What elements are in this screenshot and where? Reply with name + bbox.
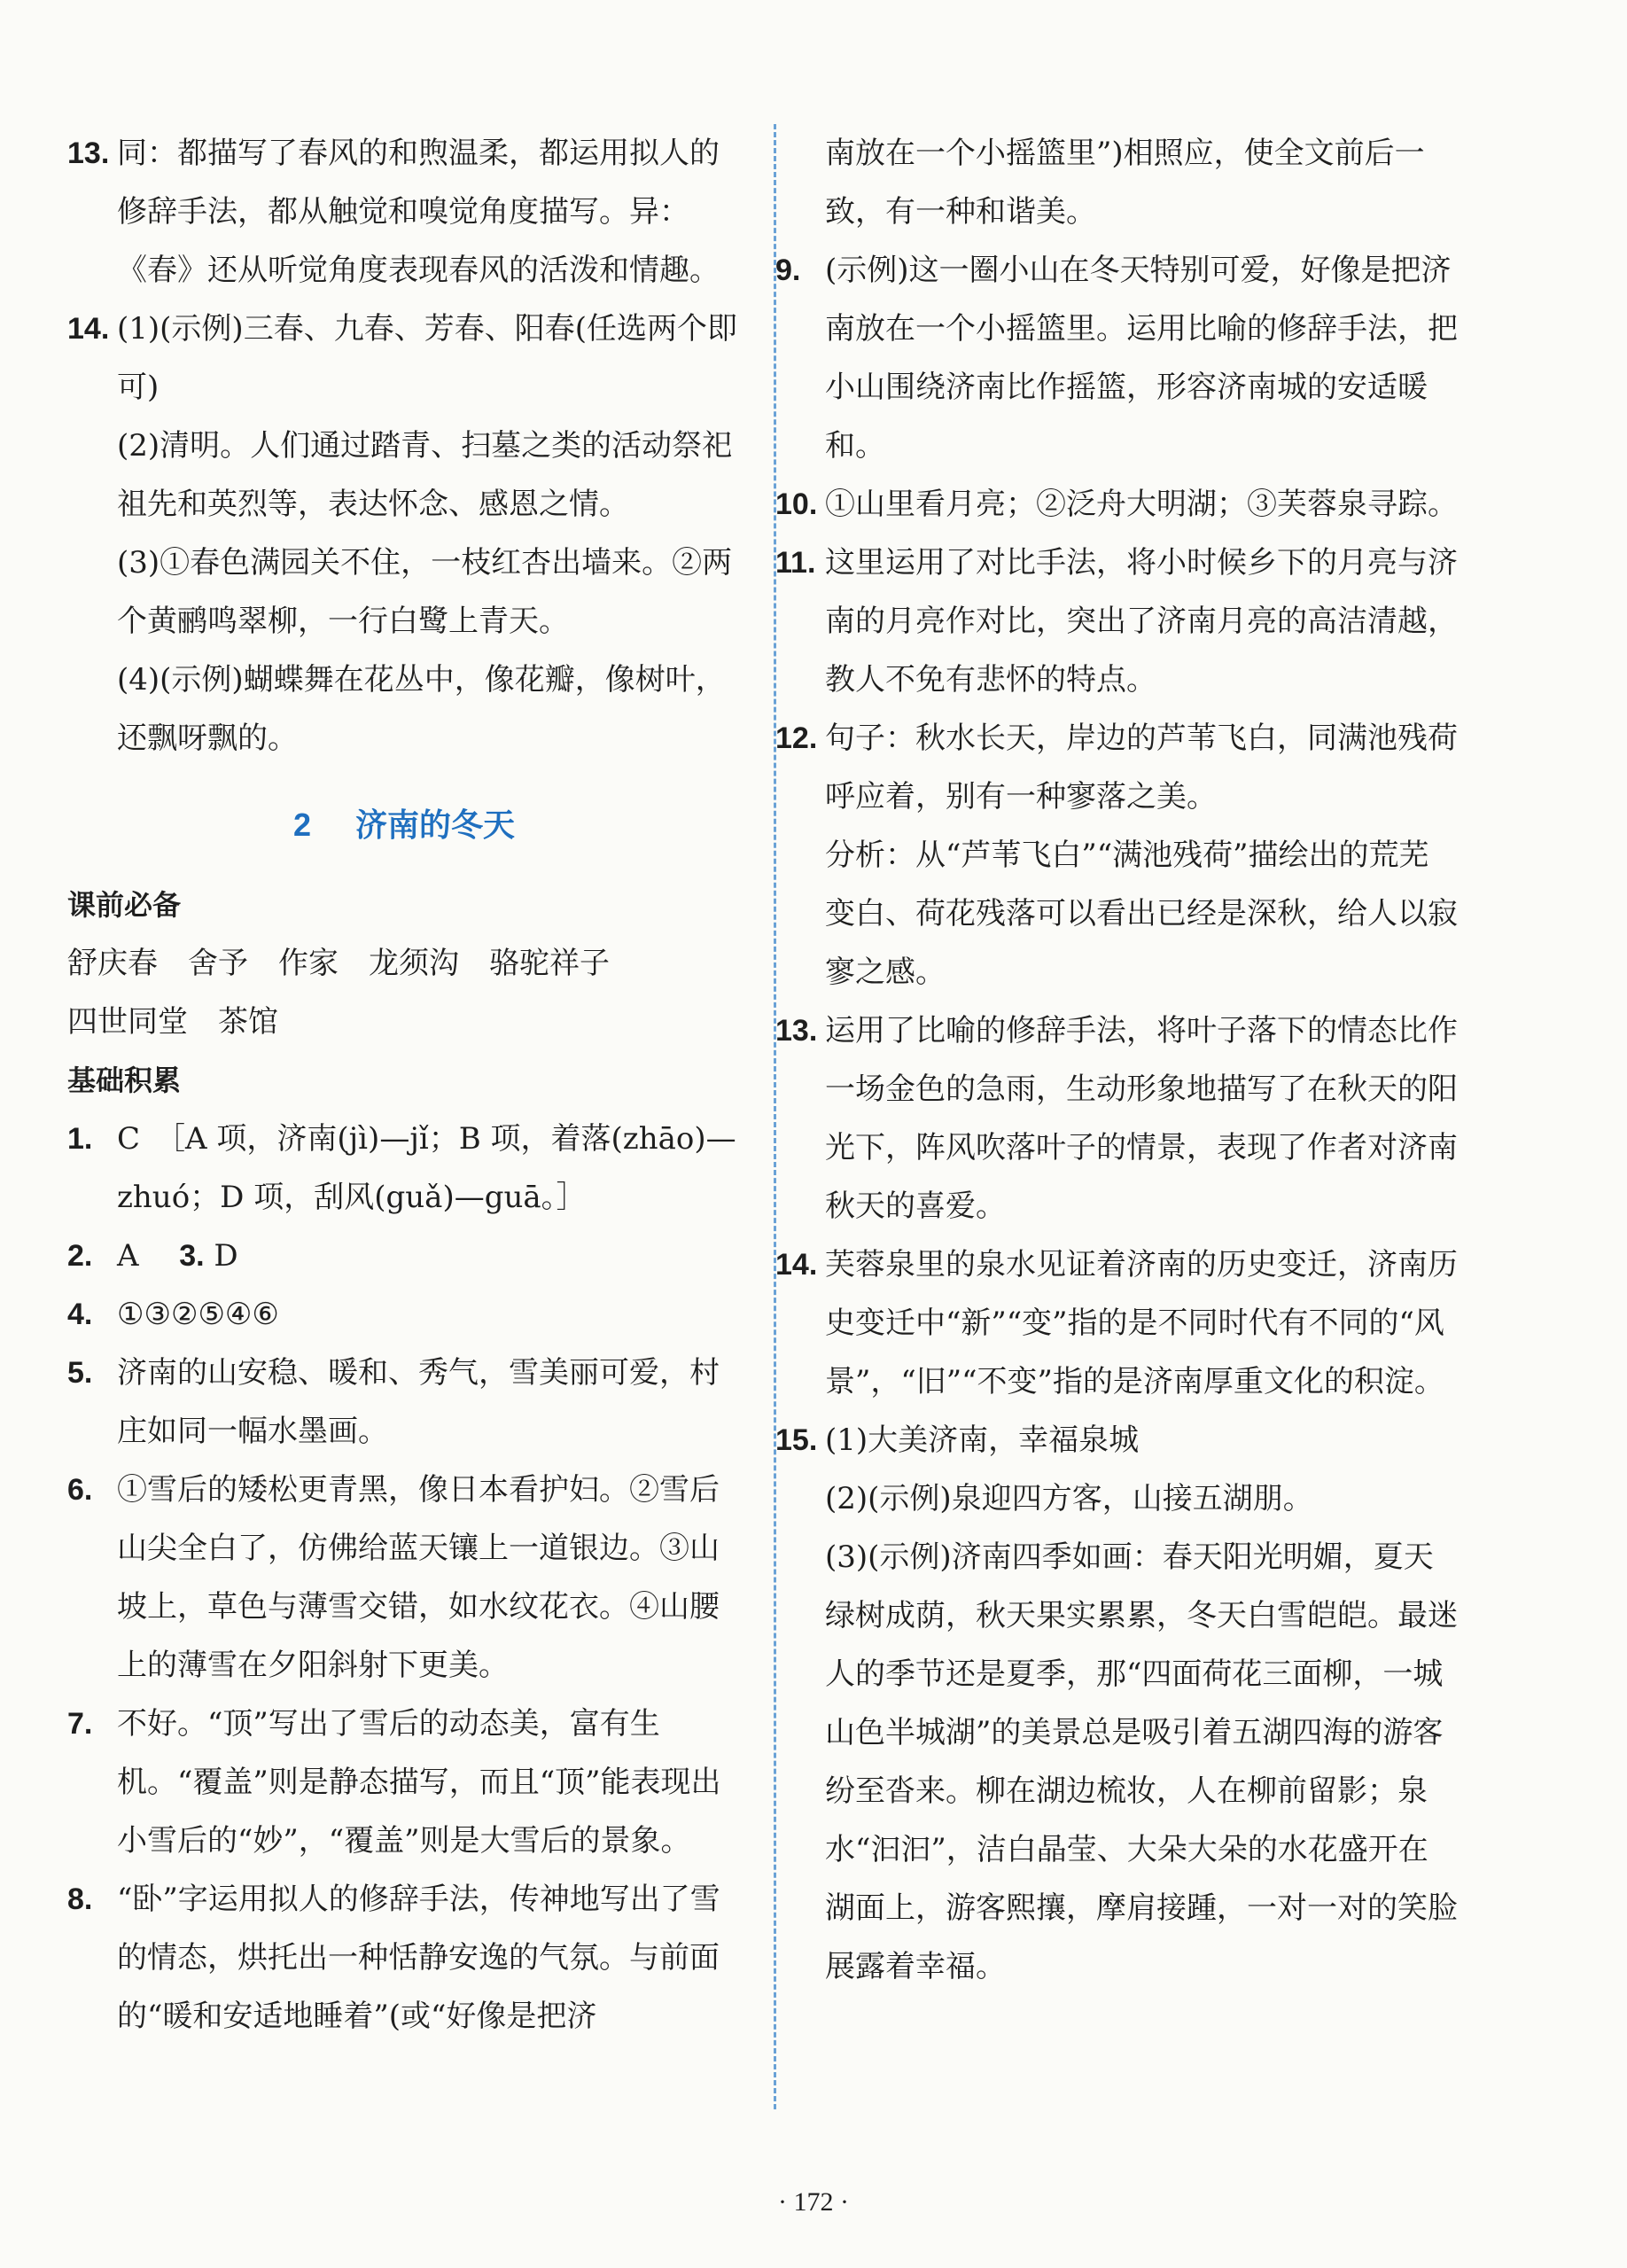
heading-keqian: 课前必备 — [67, 889, 182, 921]
heading-jichu: 基础积累 — [67, 1064, 182, 1096]
answer-text: 济南的山安稳、暖和、秀气，雪美丽可爱，村庄如同一幅水墨画。 — [117, 1355, 720, 1449]
answer-text: 芙蓉泉里的泉水见证着济南的历史变迁，济南历史变迁中“新”“变”指的是不同时代有不同的“风景”，“旧”“不变”指的是济南厚重文化的积淀。 — [825, 1247, 1458, 1399]
item-number: 7. — [67, 1707, 93, 1741]
answer-1 — [67, 1110, 741, 1227]
answer-14 — [67, 300, 741, 768]
item-number: 10. — [775, 487, 818, 521]
answer-12 — [775, 709, 1458, 1002]
answer-13 — [67, 124, 741, 300]
answer-part-1: (1)大美济南，幸福泉城 — [825, 1422, 1140, 1458]
answer-text: “卧”字运用拟人的修辞手法，传神地写出了雪的情态，烘托出一种恬静安逸的气氛。与前面的“暖和安适地睡着”(或“好像是把济 — [117, 1882, 720, 2034]
item-number: 6. — [67, 1473, 93, 1507]
answer-text: 这里运用了对比手法，将小时候乡下的月亮与济南的月亮作对比，突出了济南月亮的高洁清越，教人不免有悲怀的特点。 — [825, 545, 1458, 698]
keqian-line-2: 四世同堂 茶馆 — [67, 1004, 278, 1040]
answer-part-3: (3)①春色满园关不住，一枝红杏出墙来。②两个黄鹂鸣翠柳，一行白鹭上青天。 — [117, 545, 733, 639]
keqian-line-1: 舒庆春 舍予 作家 龙须沟 骆驼祥子 — [67, 946, 610, 981]
answer-part-4: (4)(示例)蝴蝶舞在花丛中，像花瓣，像树叶，还飘呀飘的。 — [117, 662, 726, 756]
answer-4 — [67, 1285, 741, 1344]
answer-text: C ［A 项，济南(jì)—jǐ；B 项，着落(zhāo)—zhuó；D 项，刮风(guǎ)—guā。］ — [117, 1121, 736, 1215]
answer-text: 不好。“顶”写出了雪后的动态美，富有生机。“覆盖”则是静态描写，而且“顶”能表现出小雪后的“妙”，“覆盖”则是大雪后的景象。 — [117, 1706, 721, 1859]
item-number: 15. — [775, 1423, 818, 1457]
answer-8-continued — [775, 124, 1458, 241]
answer-15 — [775, 1411, 1458, 1996]
answer-part-2: (2)(示例)泉迎四方客，山接五湖朋。 — [825, 1481, 1313, 1516]
item-number: 1. — [67, 1122, 93, 1156]
answer-text: 南放在一个小摇篮里”)相照应，使全文前后一致，有一种和谐美。 — [825, 136, 1425, 230]
answer-part-1: 句子：秋水长天，岸边的芦苇飞白，同满池残荷呼应着，别有一种寥落之美。 — [825, 721, 1458, 814]
answer-text: 运用了比喻的修辞手法，将叶子落下的情态比作一场金色的急雨，生动形象地描写了在秋天的阳光下，阵风吹落叶子的情景，表现了作者对济南秋天的喜爱。 — [825, 1013, 1458, 1224]
item-number: 13. — [67, 136, 110, 170]
answer-6 — [67, 1461, 741, 1695]
page-number: · 172 · — [778, 2187, 849, 2217]
item-number: 9. — [775, 253, 801, 287]
item-number: 14. — [775, 1248, 818, 1282]
answer-2-3 — [67, 1227, 741, 1285]
answer-text: ①雪后的矮松更青黑，像日本看护妇。②雪后山尖全白了，仿佛给蓝天镶上一道银边。③山坡上，草色与薄雪交错，如水纹花衣。④山腰上的薄雪在夕阳斜射下更美。 — [117, 1472, 720, 1683]
answer-part-1: (1)(示例)三春、九春、芳春、阳春(任选两个即可) — [117, 311, 737, 405]
answer-5 — [67, 1344, 741, 1461]
item-number: 11. — [775, 546, 816, 580]
answer-part-2: 分析：从“芦苇飞白”“满池残荷”描绘出的荒芜变白、荷花残落可以看出已经是深秋，给人以寂寥之感。 — [825, 838, 1458, 990]
answer-part-3: (3)(示例)济南四季如画：春天阳光明媚，夏天绿树成荫，秋天果实累累，冬天白雪皑皑。最迷人的季节还是夏季，那“四面荷花三面柳，一城山色半城湖”的美景总是吸引着五湖四海的游客纷至沓来。柳在湖边梳妆，人在柳前留影；泉水“汩汩”，洁白晶莹、大朵大朵的水花盛开在湖面上，游客熙攘，摩肩接踵，一对一对的笑脸展露着幸福。 — [825, 1539, 1458, 1984]
answer-part-2: (2)清明。人们通过踏青、扫墓之类的活动祭祀祖先和英烈等，表达怀念、感恩之情。 — [117, 428, 733, 522]
answer-9 — [775, 241, 1458, 475]
item-number: 12. — [775, 721, 818, 755]
item-number: 14. — [67, 312, 110, 346]
answer-text: 同：都描写了春风的和煦温柔，都运用拟人的修辞手法，都从触觉和嗅觉角度描写。异：《春》还从听觉角度表现春风的活泼和情趣。 — [117, 136, 720, 288]
answer-11 — [775, 534, 1458, 709]
answer-10 — [775, 475, 1458, 534]
right-column — [775, 124, 1458, 1996]
answer-7 — [67, 1695, 741, 1870]
answer-14b — [775, 1235, 1458, 1411]
section-name: 济南的冬天 — [355, 807, 516, 843]
answer-text: ①③②⑤④⑥ — [117, 1297, 279, 1332]
item-number: 2. — [67, 1239, 93, 1273]
left-column — [67, 124, 741, 2046]
section-title — [67, 794, 741, 856]
answer-text: ①山里看月亮；②泛舟大明湖；③芙蓉泉寻踪。 — [825, 487, 1458, 522]
answer-13b — [775, 1002, 1458, 1235]
answer-text: A — [117, 1238, 139, 1274]
item-number: 4. — [67, 1298, 93, 1331]
item-number: 5. — [67, 1356, 93, 1390]
answer-text-3: D — [214, 1238, 238, 1274]
answer-8 — [67, 1870, 741, 2046]
item-number: 13. — [775, 1014, 818, 1048]
section-number: 2 — [292, 807, 311, 843]
item-number: 8. — [67, 1882, 93, 1916]
item-number-3: 3. — [179, 1239, 205, 1273]
answer-text: (示例)这一圈小山在冬天特别可爱，好像是把济南放在一个小摇篮里。运用比喻的修辞手法，把小山围绕济南比作摇篮，形容济南城的安适暖和。 — [825, 253, 1458, 464]
